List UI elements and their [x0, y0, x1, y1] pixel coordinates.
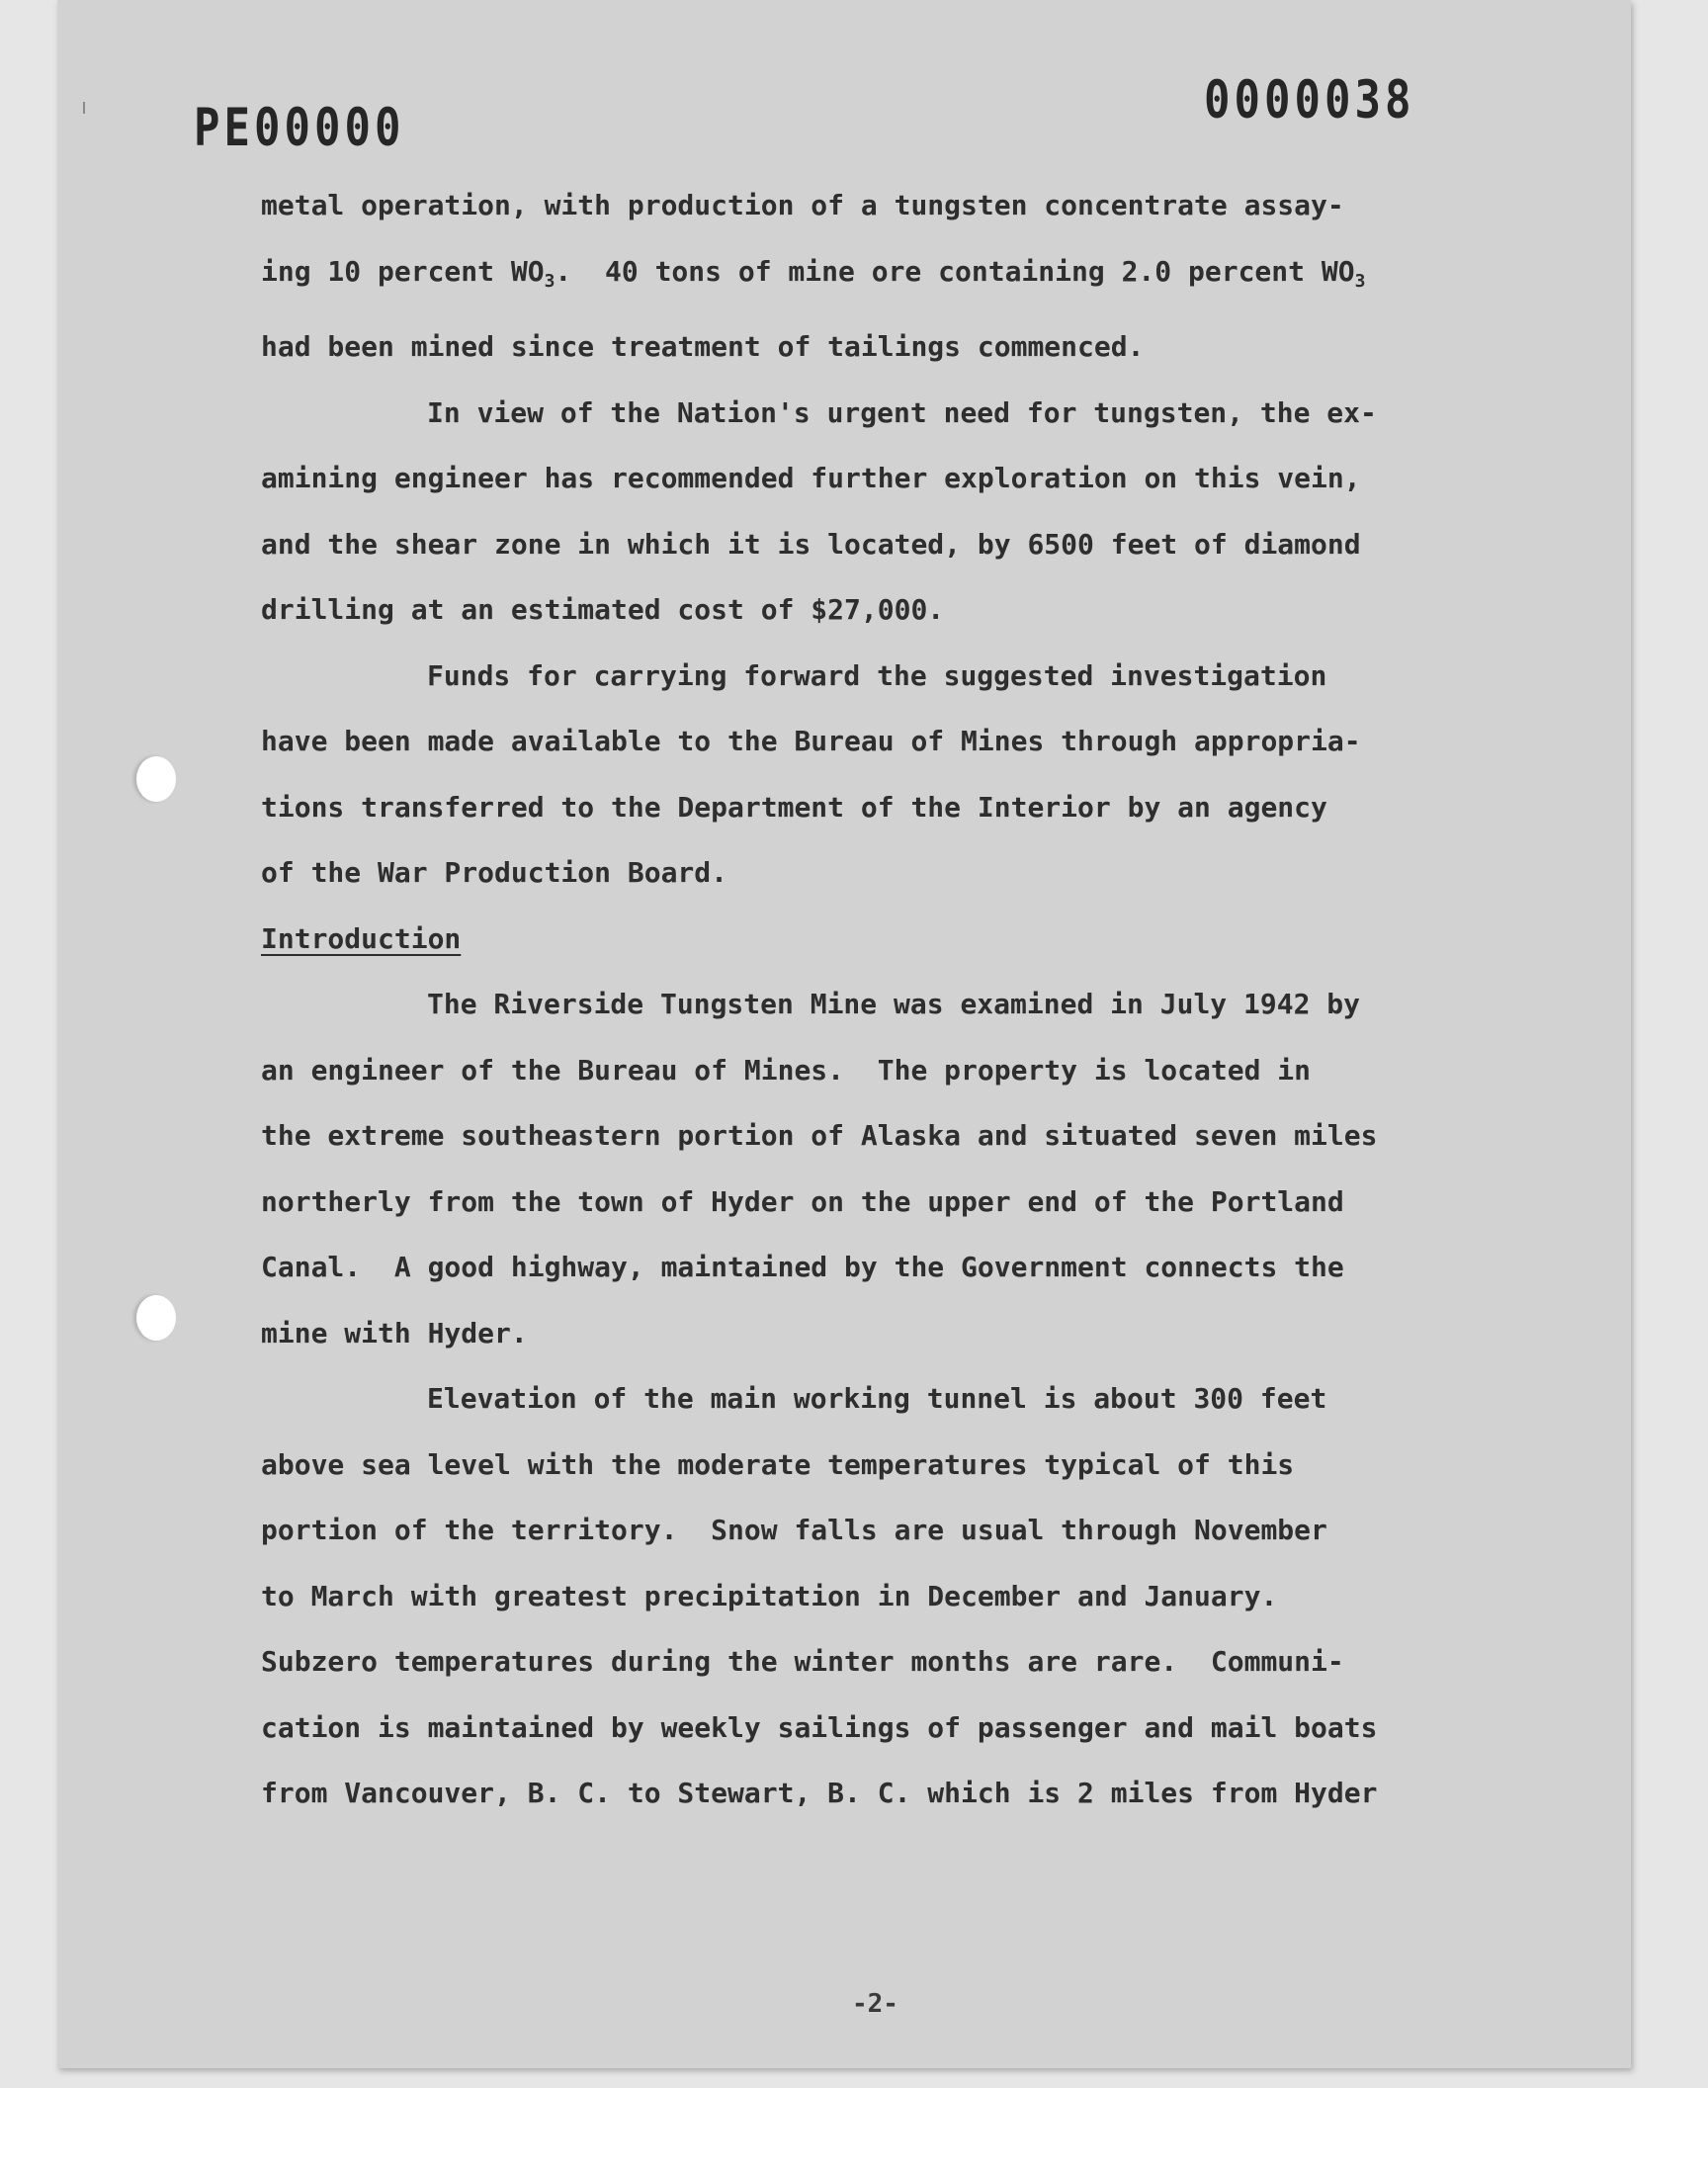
- subscript: 3: [1354, 270, 1366, 292]
- text-run: drilling at an estimated cost of $27,000.: [261, 593, 945, 626]
- text-run: The Riverside Tungsten Mine was examined in July 1942 by: [427, 988, 1361, 1020]
- text-line: [261, 314, 1447, 381]
- text-line: [261, 1696, 1447, 1762]
- text-line: [261, 1301, 1447, 1367]
- text-line: [261, 1564, 1447, 1630]
- text-run: to March with greatest precipitation in December and January.: [261, 1579, 1278, 1612]
- document-stamp-left: PE00000: [194, 97, 405, 159]
- text-run: the extreme southeastern portion of Alaska and situated seven miles: [261, 1119, 1378, 1152]
- text-run: and the shear zone in which it is located, by 6500 feet of diamond: [261, 527, 1361, 561]
- punch-hole-top: [136, 756, 176, 802]
- text-run: of the War Production Board.: [261, 856, 728, 889]
- text-line: [261, 512, 1447, 578]
- text-run: ing 10 percent WO: [261, 254, 545, 288]
- text-run: amining engineer has recommended further exploration on this vein,: [261, 462, 1361, 494]
- text-run: portion of the territory. Snow falls are usual through November: [261, 1514, 1327, 1546]
- text-run: mine with Hyder.: [261, 1316, 528, 1349]
- text-line: [261, 173, 1447, 239]
- text-run: Elevation of the main working tunnel is about 300 feet: [427, 1382, 1327, 1415]
- text-run: an engineer of the Bureau of Mines. The property is located in: [261, 1053, 1312, 1087]
- scan-mark: [83, 102, 85, 114]
- text-line: [261, 709, 1447, 775]
- punch-hole-bottom: [136, 1295, 176, 1341]
- document-body: [261, 173, 1447, 1827]
- text-line: [261, 972, 1447, 1038]
- text-line: [261, 1629, 1447, 1696]
- subscript: 3: [544, 270, 555, 292]
- text-run: Subzero temperatures during the winter months are rare. Communi-: [261, 1645, 1344, 1678]
- section-heading: [261, 907, 1447, 973]
- text-line: [261, 775, 1447, 841]
- text-line: [261, 644, 1447, 710]
- text-run: tions transferred to the Department of the Interior by an agency: [261, 790, 1327, 824]
- text-line: [261, 1498, 1447, 1564]
- text-run: have been made available to the Bureau of Mines through appropria-: [261, 725, 1361, 757]
- text-run: northerly from the town of Hyder on the upper end of the Portland: [261, 1184, 1344, 1218]
- text-line: [261, 1038, 1447, 1104]
- text-line: [261, 446, 1447, 512]
- text-line: [261, 577, 1447, 644]
- text-run: Introduction: [261, 921, 462, 955]
- text-run: had been mined since treatment of tailings commenced.: [261, 330, 1145, 363]
- text-line: [261, 1235, 1447, 1301]
- text-line: [261, 239, 1447, 315]
- text-run: metal operation, with production of a tungsten concentrate assay-: [261, 189, 1344, 221]
- text-line: [261, 1103, 1447, 1170]
- text-run: Canal. A good highway, maintained by the Government connects the: [261, 1251, 1344, 1283]
- text-run: above sea level with the moderate temperatures typical of this: [261, 1447, 1295, 1481]
- text-line: [261, 1433, 1447, 1499]
- text-line: [261, 1366, 1447, 1433]
- text-run: In view of the Nation's urgent need for tungsten, the ex-: [427, 395, 1377, 429]
- text-run: Funds for carrying forward the suggested investigation: [427, 658, 1327, 692]
- text-run: cation is maintained by weekly sailings of passenger and mail boats: [261, 1710, 1378, 1744]
- text-line: [261, 1761, 1447, 1827]
- text-run: . 40 tons of mine ore containing 2.0 percent WO: [555, 254, 1355, 288]
- document-stamp-right: 0000038: [1204, 69, 1415, 131]
- page-number: -2-: [852, 1989, 898, 2019]
- text-line: [261, 1170, 1447, 1236]
- text-line: [261, 840, 1447, 907]
- text-run: from Vancouver, B. C. to Stewart, B. C. which is 2 miles from Hyder: [261, 1777, 1378, 1809]
- text-line: [261, 381, 1447, 447]
